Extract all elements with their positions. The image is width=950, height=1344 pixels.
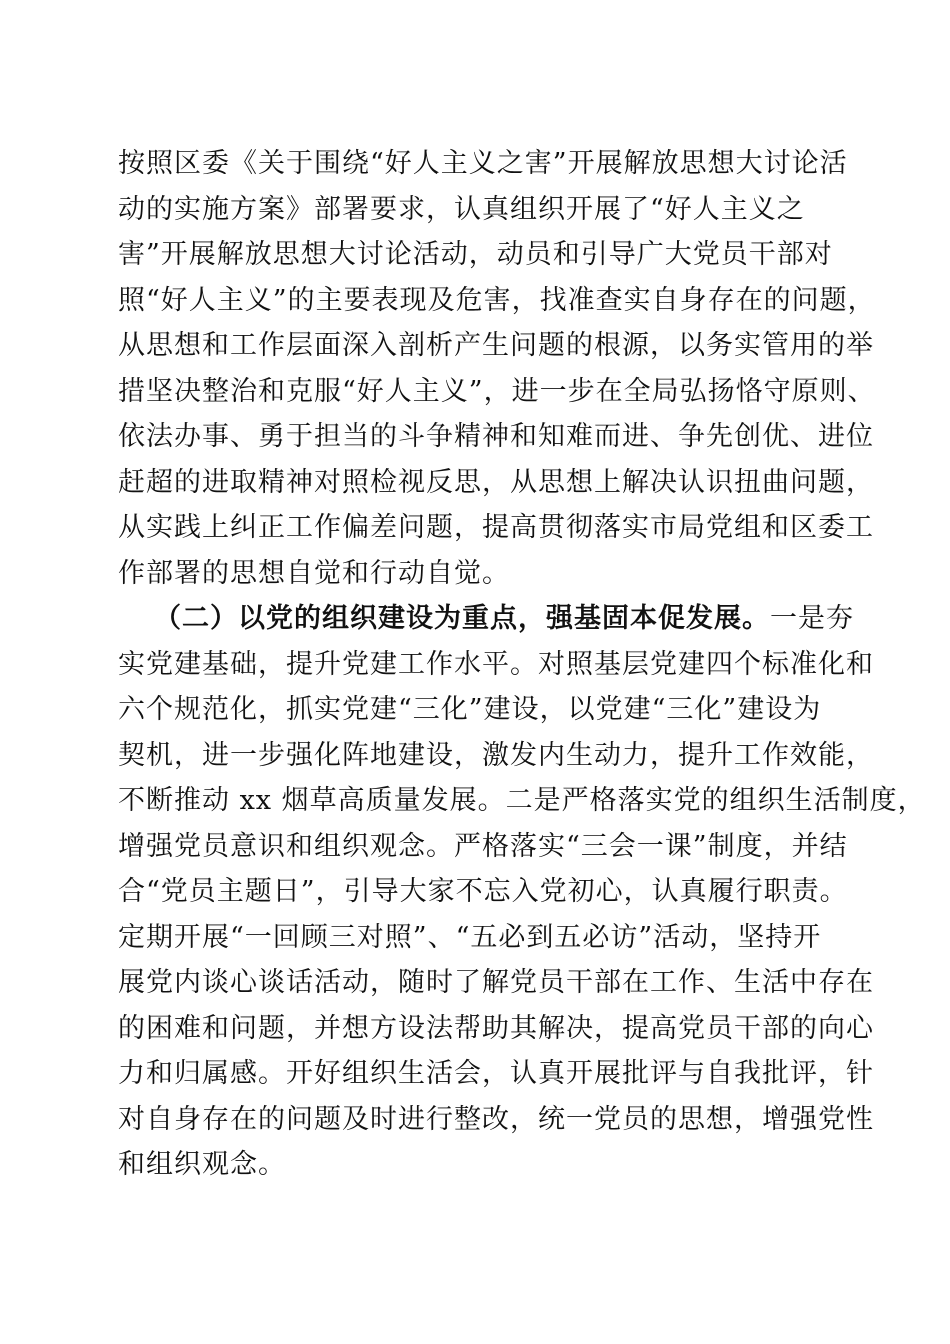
paragraph-line: 定期开展“一回顾三对照”、“五必到五必访”活动，坚持开: [118, 921, 822, 953]
paragraph-line-rest: 一是夯: [770, 603, 854, 634]
paragraph-line: 的困难和问题，并想方设法帮助其解决，提高党员干部的向心: [118, 1012, 874, 1044]
paragraph-line: 增强党员意识和组织观念。严格落实“三会一课”制度，并结: [118, 830, 848, 862]
paragraph-line: 作部署的思想自觉和行动自觉。: [118, 557, 510, 589]
paragraph-line: 和组织观念。: [118, 1149, 286, 1180]
paragraph-line: 赶超的进取精神对照检视反思，从思想上解决认识扭曲问题，: [118, 466, 874, 498]
paragraph-line: 从思想和工作层面深入剖析产生问题的根源，以务实管用的举: [118, 330, 874, 361]
paragraph-line: 措坚决整治和克服“好人主义”，进一步在全局弘扬恪守原则、: [118, 375, 876, 407]
paragraph-line: 按照区委《关于围绕“好人主义之害”开展解放思想大讨论活: [118, 148, 848, 179]
paragraph-first-line: [118, 596, 858, 642]
paragraph-line: 从实践上纠正工作偏差问题，提高贯彻落实市局党组和区委工: [118, 512, 874, 543]
paragraph-1: [118, 141, 876, 596]
paragraph-line: 依法办事、勇于担当的斗争精神和知难而进、争先创优、进位: [118, 421, 874, 452]
section-heading: （二）以党的组织建设为重点，强基固本促发展。: [154, 603, 770, 634]
paragraph-line: 契机，进一步强化阵地建设，激发内生动力，提升工作效能，: [118, 739, 874, 771]
paragraph-line: 展党内谈心谈话活动，随时了解党员干部在工作、生活中存在: [118, 967, 874, 998]
paragraph-2: [118, 596, 926, 1188]
paragraph-line: 照“好人主义”的主要表现及危害，找准查实自身存在的问题，: [118, 284, 876, 316]
paragraph-line: 力和归属感。开好组织生活会，认真开展批评与自我批评，针: [118, 1058, 874, 1089]
paragraph-line: 害”开展解放思想大讨论活动，动员和引导广大党员干部对: [118, 239, 833, 270]
document-body: [118, 141, 926, 1188]
paragraph-line: 实党建基础，提升党建工作水平。对照基层党建四个标准化和: [118, 648, 874, 680]
paragraph-line: 动的实施方案》部署要求，认真组织开展了“好人主义之: [118, 193, 805, 225]
paragraph-line: 对自身存在的问题及时进行整改，统一党员的思想，增强党性: [118, 1103, 874, 1135]
paragraph-line: 合“党员主题日”，引导大家不忘入党初心，认真履行职责。: [118, 876, 848, 907]
paragraph-line: 六个规范化，抓实党建“三化”建设，以党建“三化”建设为: [118, 694, 822, 725]
paragraph-line: 不断推动 xx 烟草高质量发展。二是严格落实党的组织生活制度，: [118, 785, 926, 816]
